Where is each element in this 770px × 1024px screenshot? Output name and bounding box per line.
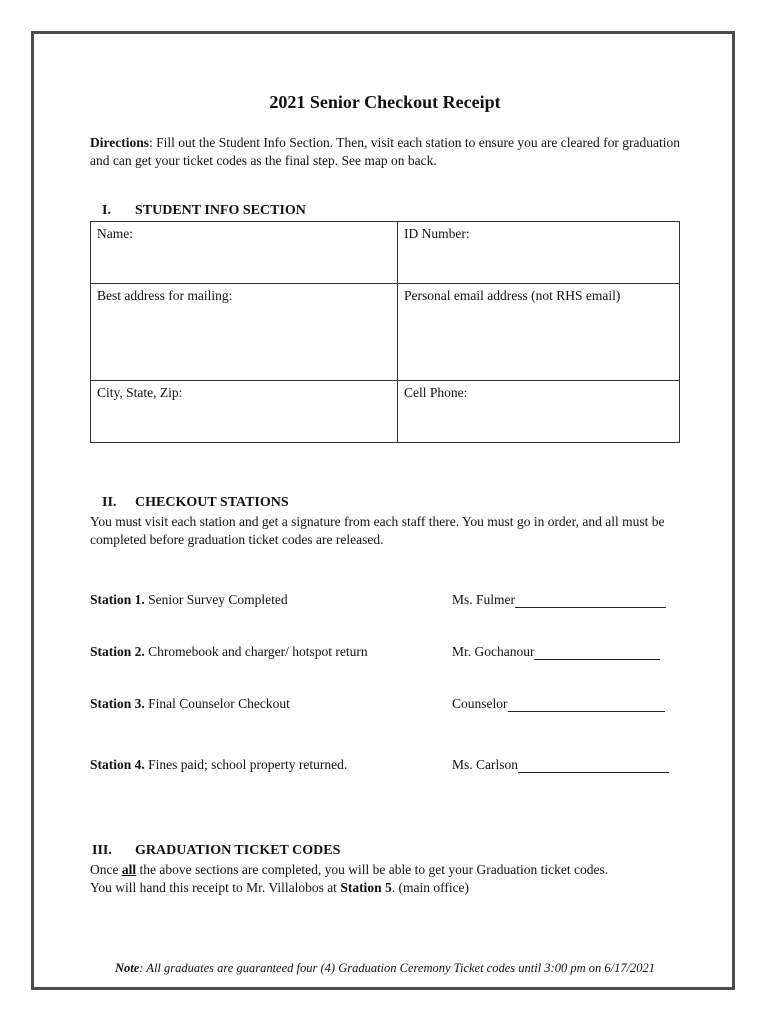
station-3-label: Station 3. xyxy=(90,696,145,711)
station-2-item xyxy=(90,644,368,660)
station-4-staff: Ms. Carlson xyxy=(452,757,519,772)
text-fragment: Once xyxy=(90,862,122,877)
station-2-label: Station 2. xyxy=(90,644,145,659)
section-1-number: I. xyxy=(102,203,111,218)
id-number-label: ID Number: xyxy=(404,226,470,241)
station-2-signature[interactable] xyxy=(452,644,660,660)
station-4-signature[interactable] xyxy=(452,757,669,773)
station-4-label: Station 4. xyxy=(90,757,145,772)
name-field[interactable] xyxy=(91,222,398,284)
section-2-title: CHECKOUT STATIONS xyxy=(135,495,289,510)
note-text: : All graduates are guaranteed four (4) Graduation Ceremony Ticket codes until 3:00 pm on 6/17/2021 xyxy=(139,961,656,975)
id-number-field[interactable] xyxy=(398,222,680,284)
signature-line xyxy=(515,595,666,608)
section-1-heading xyxy=(90,203,306,219)
mailing-address-field[interactable] xyxy=(91,284,398,381)
email-label: Personal email address (not RHS email) xyxy=(404,288,621,303)
section-2-heading xyxy=(90,495,289,511)
station-1-item xyxy=(90,592,288,608)
directions-label: Directions xyxy=(90,135,149,150)
page-title: 2021 Senior Checkout Receipt xyxy=(269,92,501,112)
cell-phone-label: Cell Phone: xyxy=(404,385,468,400)
station-4-desc: Fines paid; school property returned. xyxy=(144,757,348,772)
signature-line xyxy=(534,647,660,660)
station-3-staff: Counselor xyxy=(452,696,508,711)
station-3-desc: Final Counselor Checkout xyxy=(144,696,290,711)
text-fragment: . (main office) xyxy=(391,880,470,895)
station-1-desc: Senior Survey Completed xyxy=(144,592,288,607)
section-3-number: III. xyxy=(92,843,112,858)
station-1-staff: Ms. Fulmer xyxy=(452,592,516,607)
student-info-table xyxy=(90,221,680,443)
name-label: Name: xyxy=(97,226,133,241)
signature-line xyxy=(508,699,665,712)
section-3-line-2 xyxy=(90,879,700,897)
section-2-instructions: You must visit each station and get a signature from each staff there. You must go in order, and all must be completed before graduation ticket codes are released. xyxy=(90,514,665,547)
cell-phone-field[interactable] xyxy=(398,381,680,443)
station-4-item xyxy=(90,757,347,773)
note-label: Note xyxy=(114,961,140,975)
text-fragment: You will hand this receipt to Mr. Villalobos at xyxy=(90,880,341,895)
section-3-title: GRADUATION TICKET CODES xyxy=(135,843,341,858)
station-2-desc: Chromebook and charger/ hotspot return xyxy=(144,644,368,659)
section-2-number: II. xyxy=(102,495,117,510)
emphasis-all: all xyxy=(121,862,137,877)
station-3-item xyxy=(90,696,290,712)
station-5-label: Station 5 xyxy=(340,880,392,895)
station-2-staff: Mr. Gochanour xyxy=(452,644,535,659)
signature-line xyxy=(518,760,669,773)
directions-paragraph xyxy=(90,134,690,170)
section-3-heading xyxy=(90,843,340,859)
section-3-text xyxy=(90,861,700,897)
city-state-zip-label: City, State, Zip: xyxy=(97,385,183,400)
section-3-line-1 xyxy=(90,861,700,879)
section-1-title: STUDENT INFO SECTION xyxy=(135,203,306,218)
station-3-signature[interactable] xyxy=(452,696,665,712)
text-fragment: the above sections are completed, you will be able to get your Graduation ticket codes. xyxy=(136,862,609,877)
mailing-address-label: Best address for mailing: xyxy=(97,288,233,303)
email-field[interactable] xyxy=(398,284,680,381)
footer-note xyxy=(0,961,770,976)
directions-text: : Fill out the Student Info Section. Then, visit each station to ensure you are cleared for graduation and can get your ticket codes as the final step. See map on back. xyxy=(90,135,680,168)
station-1-signature[interactable] xyxy=(452,592,666,608)
station-1-label: Station 1. xyxy=(90,592,145,607)
city-state-zip-field[interactable] xyxy=(91,381,398,443)
